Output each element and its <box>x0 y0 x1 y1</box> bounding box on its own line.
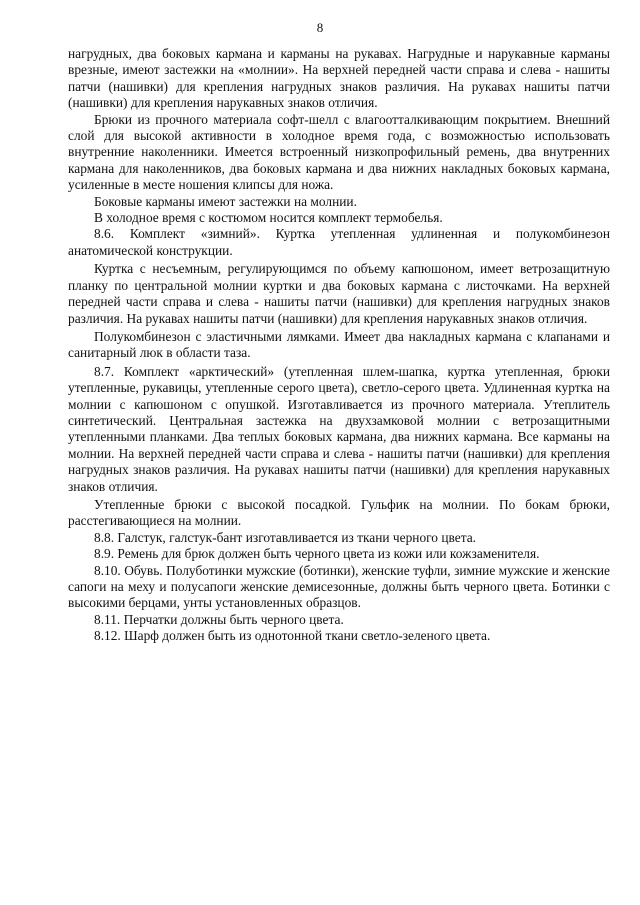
paragraph: 8.10. Обувь. Полуботинки мужские (ботинки), женские туфли, зимние мужские и женские сапоги на меху и полусапоги женские демисезонные, должны быть черного цвета. Ботинки с высокими берцами, унты установленных образцов. <box>68 562 610 611</box>
paragraph: 8.12. Шарф должен быть из однотонной ткани светло-зеленого цвета. <box>94 628 491 644</box>
paragraph: В холодное время с костюмом носится комплект термобелья. <box>94 210 443 226</box>
paragraph: 8.7. Комплект «арктический» (утепленная шлем-шапка, куртка утепленная, брюки утепленные, рукавицы, утепленные серого цвета), светло-серого цвета. Удлиненная куртка на молнии с капюшоном с опушкой. Изготавливается из прочного материала. Утеплитель синтетический. Центральная застежка на двухзамковой молнии с ветрозащитными утепленными планками. Два теплых боковых кармана, два нижних кармана. Все карманы на молнии. На верхней передней части справа и слева - нашиты патчи (нашивки) для крепления нагрудных знаков различия. На рукавах нашиты патчи (нашивки) для крепления нарукавных знаков отличия. <box>68 363 610 494</box>
paragraph: Утепленные брюки с высокой посадкой. Гульфик на молнии. По бокам брюки, расстегивающиеся на молнии. <box>68 496 610 529</box>
paragraph: 8.11. Перчатки должны быть черного цвета. <box>94 611 344 627</box>
page-number: 8 <box>316 20 324 35</box>
paragraph: Брюки из прочного материала софт-шелл с влагоотталкивающим покрытием. Внешний слой для высокой активности в холодное время года, с возможностью использовать внутренние наколенники. Имеется встроенный низкопрофильный ремень, два внутренних кармана для наколенников, два боковых кармана и два нижних накладных боковых кармана, усиленные в месте ношения клипсы для ножа. <box>68 111 610 193</box>
paragraph: нагрудных, два боковых кармана и карманы на рукавах. Нагрудные и нарукавные карманы врезные, имеют застежки на «молнии». На верхней передней части справа и слева - нашиты патчи (нашивки) для крепления нагрудных знаков различия. На рукавах нашиты патчи (нашивки) для крепления нарукавных знаков отличия. <box>68 46 610 111</box>
document-body <box>68 46 610 645</box>
paragraph: 8.8. Галстук, галстук-бант изготавливается из ткани черного цвета. <box>94 529 476 545</box>
paragraph: 8.6. Комплект «зимний». Куртка утепленная удлиненная и полукомбинезон анатомической конструкции. <box>68 226 610 258</box>
paragraph: Куртка с несъемным, регулирующимся по объему капюшоном, имеет ветрозащитную планку по центральной молнии куртки и два боковых кармана с листочками. На верхней передней части справа и слева - нашиты патчи (нашивки) для крепления нагрудных знаков различия. На рукавах нашиты патчи (нашивки) для крепления нарукавных знаков отличия. <box>68 261 610 326</box>
paragraph: Боковые карманы имеют застежки на молнии. <box>94 193 357 209</box>
paragraph: Полукомбинезон с эластичными лямками. Имеет два накладных кармана с клапанами и санитарный люк в области таза. <box>68 328 610 361</box>
paragraph: 8.9. Ремень для брюк должен быть черного цвета из кожи или кожзаменителя. <box>94 546 540 562</box>
